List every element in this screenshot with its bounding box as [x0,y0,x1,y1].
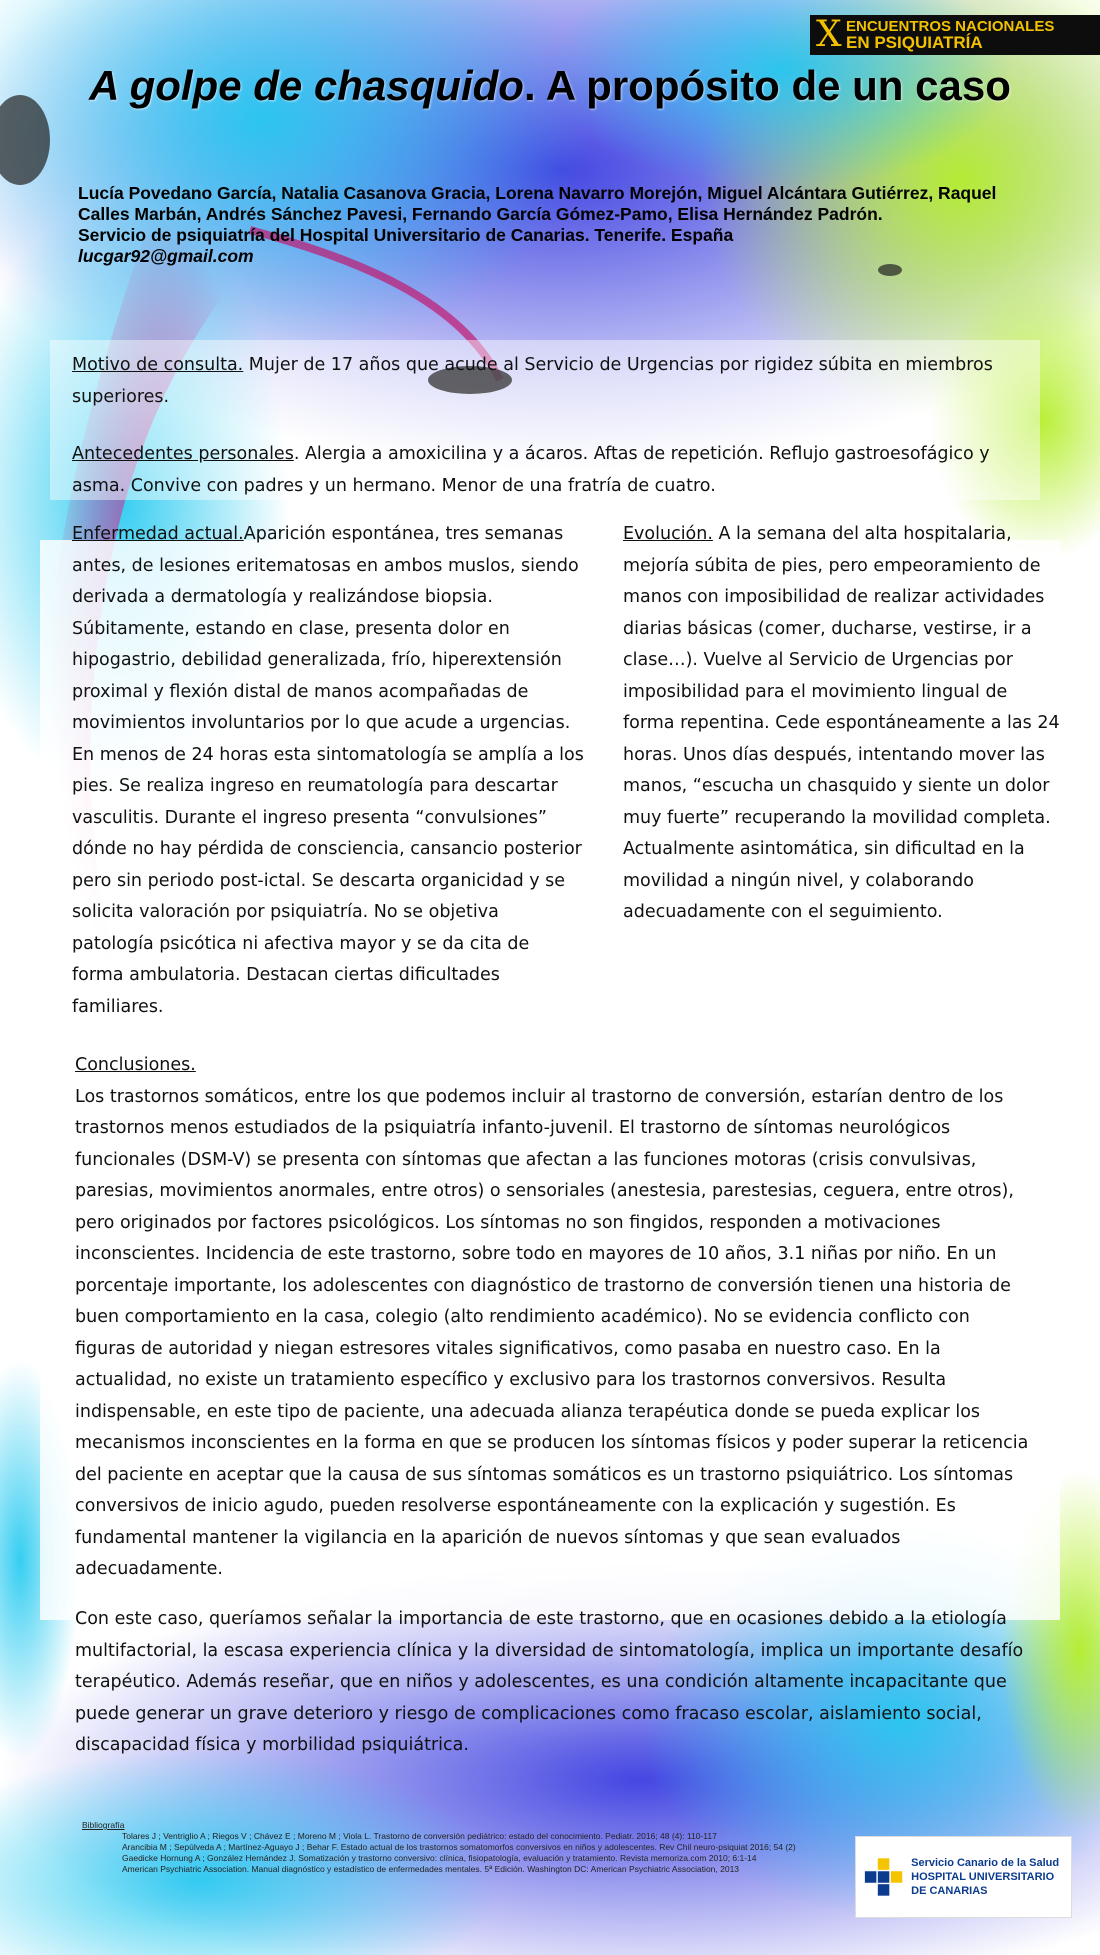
section-heading: Enfermedad actual. [72,524,244,544]
section-text: Mujer de 17 años que acude al Servicio de Urgencias por rigidez súbita en miembros superiores. [72,355,993,407]
section-motivo [72,350,1032,413]
section-heading: Evolución. [623,524,713,544]
title-rest: . A propósito de un caso [523,62,1011,109]
bibliography-item: Gaedicke Hornung A ; González Hernández J. Somatización y trastorno conversivo: clínica, fisiopatología, evaluación y tratamiento. Revista memoriza.com 2010; 6:1-14 [122,1853,757,1863]
title-italic-part: A golpe de chasquido [89,62,524,109]
poster-title [70,60,1030,112]
section-heading: Motivo de consulta. [72,355,244,375]
bibliography [82,1820,862,1875]
author-names: Lucía Povedano García, Natalia Casanova Gracia, Lorena Navarro Morejón, Miguel Alcántara Gutiérrez, Raquel Calles Marbán, Andrés Sánchez Pavesi, Fernando García Gómez-Pamo, Elisa Hernández Padrón. [78,183,997,224]
section-text: Los trastornos somáticos, entre los que podemos incluir al trastorno de conversión, estarían dentro de los trastornos menos estudiados de la psiquiatría infanto-juvenil. El trastorno de síntomas neurológicos funcionales (DSM-V) se presenta con síntomas que afectan a las funciones motoras (crisis convulsivas, paresias, movimientos anormales, entre otros) o sensoriales (anestesia, parestesias, ceguera, entre otros), pero originados por factores psicológicos. Los síntomas no son fingidos, responden a motivaciones inconscientes. Incidencia de este trastorno, sobre todo en mayores de 10 años, 3.1 niñas por niño. En un porcentaje importante, los adolescentes con diagnóstico de trastorno de conversión tienen una historia de buen comportamiento en la casa, colegio (alto rendimiento académico). No se evidencia conflicto con figuras de autoridad y niegan estresores vitales significativos, como pasaba en nuestro caso. En la actualidad, no existe un tratamiento específico y exclusivo para los trastornos conversivos. Resulta indispensable, en este tipo de paciente, una adecuada alianza terapéutica donde se pueda explicar los mecanismos inconscientes en la forma en que se producen los síntomas físicos y poder superar la reticencia del paciente en aceptar que la causa de sus síntomas somáticos es un trastorno psiquiátrico. Los síntomas conversivos de inicio agudo, pueden resolverse espontáneamente con la explicación y sugestión. Es fundamental mantener la vigilancia en la aparición de nuevos síntomas y que sean evaluados adecuadamente. [75,1086,1029,1579]
section-heading: Conclusiones. [75,1055,196,1075]
closing-paragraph: Con este caso, queríamos señalar la importancia de este trastorno, que en ocasiones debido a la etiología multifactorial, la escasa experiencia clínica y la diversidad de sintomatología, implica un importante desafío terapéutico. Además reseñar, que en niños y adolescentes, es una condición altamente incapacitante que puede generar un grave deterioro y riesgo de complicaciones como fracaso escolar, aislamiento social, discapacidad física y morbilidad psiquiátrica. [75,1609,1024,1755]
section-text: A la semana del alta hospitalaria, mejoría súbita de pies, pero empeoramiento de manos con imposibilidad de realizar actividades diarias básicas (comer, ducharse, vestirse, ir a clase…). Vuelve al Servicio de Urgencias por imposibilidad para el movimiento lingual de forma repentina. Cede espontáneamente a las 24 horas. Unos días después, intentando mover las manos, “escucha un chasquido y siente un dolor muy fuerte” recuperando la movilidad completa. Actualmente asintomática, sin dificultad en la movilidad a ningún nivel, y colaborando adecuadamente con el seguimiento. [623,524,1060,922]
section-heading: Antecedentes personales [72,444,294,464]
bibliography-item: American Psychiatric Association. Manual diagnóstico y estadístico de enfermedades mentales. 5ª Edición. Washington DC: American Psychiatric Association, 2013 [122,1864,740,1874]
bibliography-heading: Bibliografía [82,1820,125,1830]
contact-email: lucgar92@gmail.com [78,246,254,266]
badge-line-1: ENCUENTROS NACIONALES [846,18,1055,35]
authors-block [78,183,1018,267]
badge-roman-numeral: X [816,14,842,55]
section-text: Aparición espontánea, tres semanas antes, de lesiones eritematosas en ambos muslos, siendo derivada a dermatología y realizándose biopsia. Súbitamente, estando en clase, presenta dolor en hipogastrio, debilidad generalizada, frío, hiperextensión proximal y flexión distal de manos acompañadas de movimientos involuntarios por lo que acude a urgencias. En menos de 24 horas esta sintomatología se amplía a los pies. Se realiza ingreso en reumatología para descartar vasculitis. Durante el ingreso presenta “convulsiones” dónde no hay pérdida de consciencia, cansancio posterior pero sin periodo post-ictal. Se descarta organicidad y se solicita valoración por psiquiatría. No se objetiva patología psicótica ni afectiva mayor y se da cita de forma ambulatoria. Destacan ciertas dificultades familiares. [72,524,584,1017]
section-enfermedad-actual [72,519,584,1023]
logo-line-1: Servicio Canario de la Salud [911,1857,1060,1869]
affiliation: Servicio de psiquiatría del Hospital Universitario de Canarias. Tenerife. España [78,225,734,245]
badge-line-2: EN PSIQUIATRÍA [846,33,983,52]
conference-badge [810,15,1100,55]
section-antecedentes [72,439,1032,502]
hospital-logo [855,1836,1072,1918]
bibliography-item: Arancibia M ; Sepúlveda A ; Martínez-Aguayo J ; Behar F. Estado actual de los trastornos somatomorfos conversivos en niños y adolescentes. Rev Chil neuro-psiquiat 2016; 54 (2) [122,1842,796,1852]
section-conclusiones [75,1050,1035,1586]
logo-line-2: HOSPITAL UNIVERSITARIO DE CANARIAS [911,1871,1055,1897]
section-evolucion [623,519,1063,929]
bibliography-item: Tolares J ; Ventriglio A ; Riegos V ; Chávez E ; Moreno M ; Viola L. Trastorno de conversión pediátrico: estado del conocimiento. Pediatr. 2016; 48 (4): 110-117 [122,1831,717,1841]
section-text: . Alergia a amoxicilina y a ácaros. Aftas de repetición. Reflujo gastroesofágico y asma. Convive con padres y un hermano. Menor de una fratría de cuatro. [72,444,990,496]
health-cross-icon [862,1847,905,1907]
